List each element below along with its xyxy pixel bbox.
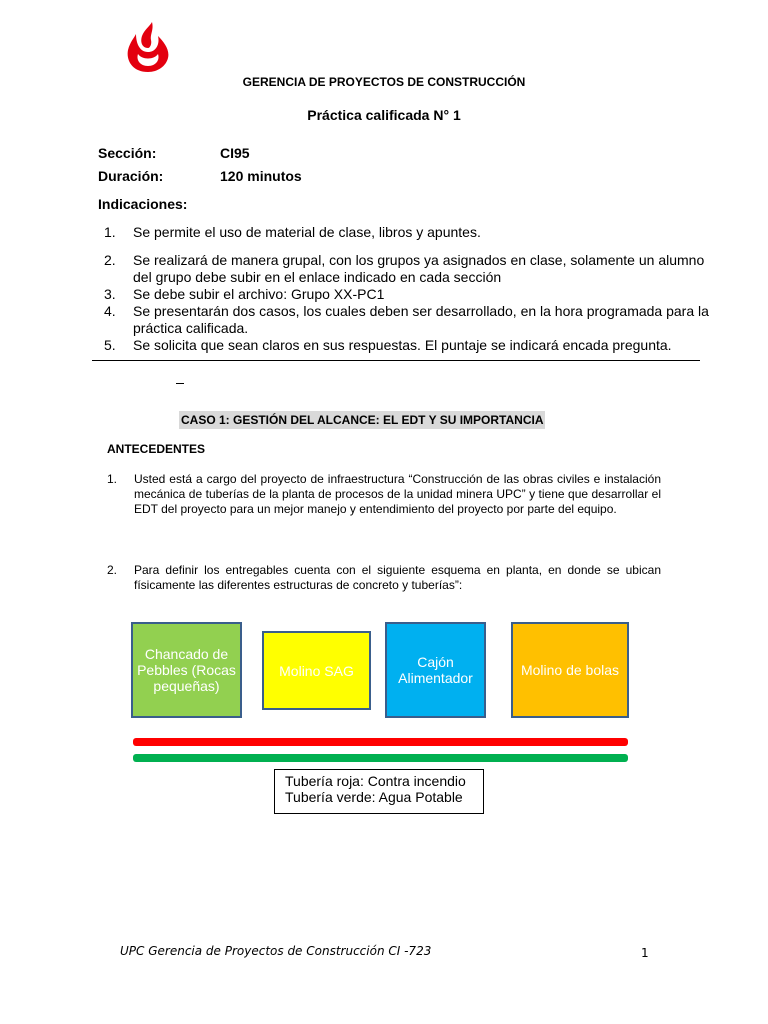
box-molino-sag [262,631,371,710]
instructions-label: Indicaciones: [98,196,188,212]
list-item [104,286,709,303]
box-molino-bolas [511,622,629,718]
instructions-list [104,224,709,354]
list-item-text: Se solicita que sean claros en sus respuestas. El puntaje se indicará encada pregunta. [133,337,672,353]
list-item-number: 3. [104,286,116,302]
paragraph-text: Para definir los entregables cuenta con el siguiente esquema en planta, en donde se ubican físicamente las diferentes estructuras de concreto y tuberías”: [134,563,661,592]
box-label: Molino de bolas [520,662,620,678]
list-item-text: Se presentarán dos casos, los cuales deben ser desarrollado, en la hora programada para la práctica calificada. [133,303,709,336]
list-item-text: Se realizará de manera grupal, con los grupos ya asignados en clase, solamente un alumno del grupo debe subir en el enlace indicado en cada sección [133,252,705,285]
box-chancado-pebbles [131,622,242,718]
duration-label: Duración: [98,168,164,184]
legend-green-text: Tubería verde: Agua Potable [285,789,463,805]
pipe-red [133,738,628,746]
separator-line [92,360,700,361]
box-label: Molino SAG [279,662,354,679]
pipe-legend [274,769,484,814]
paragraph-2 [107,563,661,593]
list-item-text: Se debe subir el archivo: Grupo XX-PC1 [133,286,385,302]
list-item [104,252,709,286]
footer-text: UPC Gerencia de Proyectos de Construcción CI -723 [120,944,432,958]
list-item-number: 5. [104,337,116,353]
case1-title: CASO 1: GESTIÓN DEL ALCANCE: EL EDT Y SU IMPORTANCIA [181,413,544,427]
course-title: GERENCIA DE PROYECTOS DE CONSTRUCCIÓN [242,75,526,89]
list-item [104,224,709,241]
duration-value: 120 minutos [220,168,302,184]
section-value: CI95 [220,145,250,161]
box-label: Cajón Alimentador [398,654,473,686]
list-item [104,337,709,354]
upc-flame-logo-icon [124,22,172,74]
paragraph-text: Usted está a cargo del proyecto de infraestructura “Construcción de las obras civiles e instalación mecánica de tuberías de la planta de procesos de la unidad minera UPC” y tiene que desarrollar el EDT del proyecto para un mejor manejo y entendimiento del proyecto por parte del equipo. [134,472,661,516]
list-item-number: 1. [104,224,116,240]
box-cajon-alimentador [385,622,486,718]
list-item-text: Se permite el uso de material de clase, libros y apuntes. [133,224,481,240]
list-item-number: 4. [104,303,116,319]
paragraph-number: 2. [107,563,118,577]
exam-title: Práctica calificada N° 1 [307,107,461,123]
paragraph-1 [107,472,661,517]
section-label: Sección: [98,145,157,161]
separator-dash [176,383,184,384]
antecedentes-heading: ANTECEDENTES [107,442,206,456]
list-item [104,303,709,337]
pipe-green [133,754,628,762]
box-label: Chancado de Pebbles (Rocas pequeñas) [137,646,236,694]
list-item-number: 2. [104,252,116,268]
page-number: 1 [641,946,649,960]
paragraph-number: 1. [107,472,118,486]
legend-red-text: Tubería roja: Contra incendio [285,773,466,789]
